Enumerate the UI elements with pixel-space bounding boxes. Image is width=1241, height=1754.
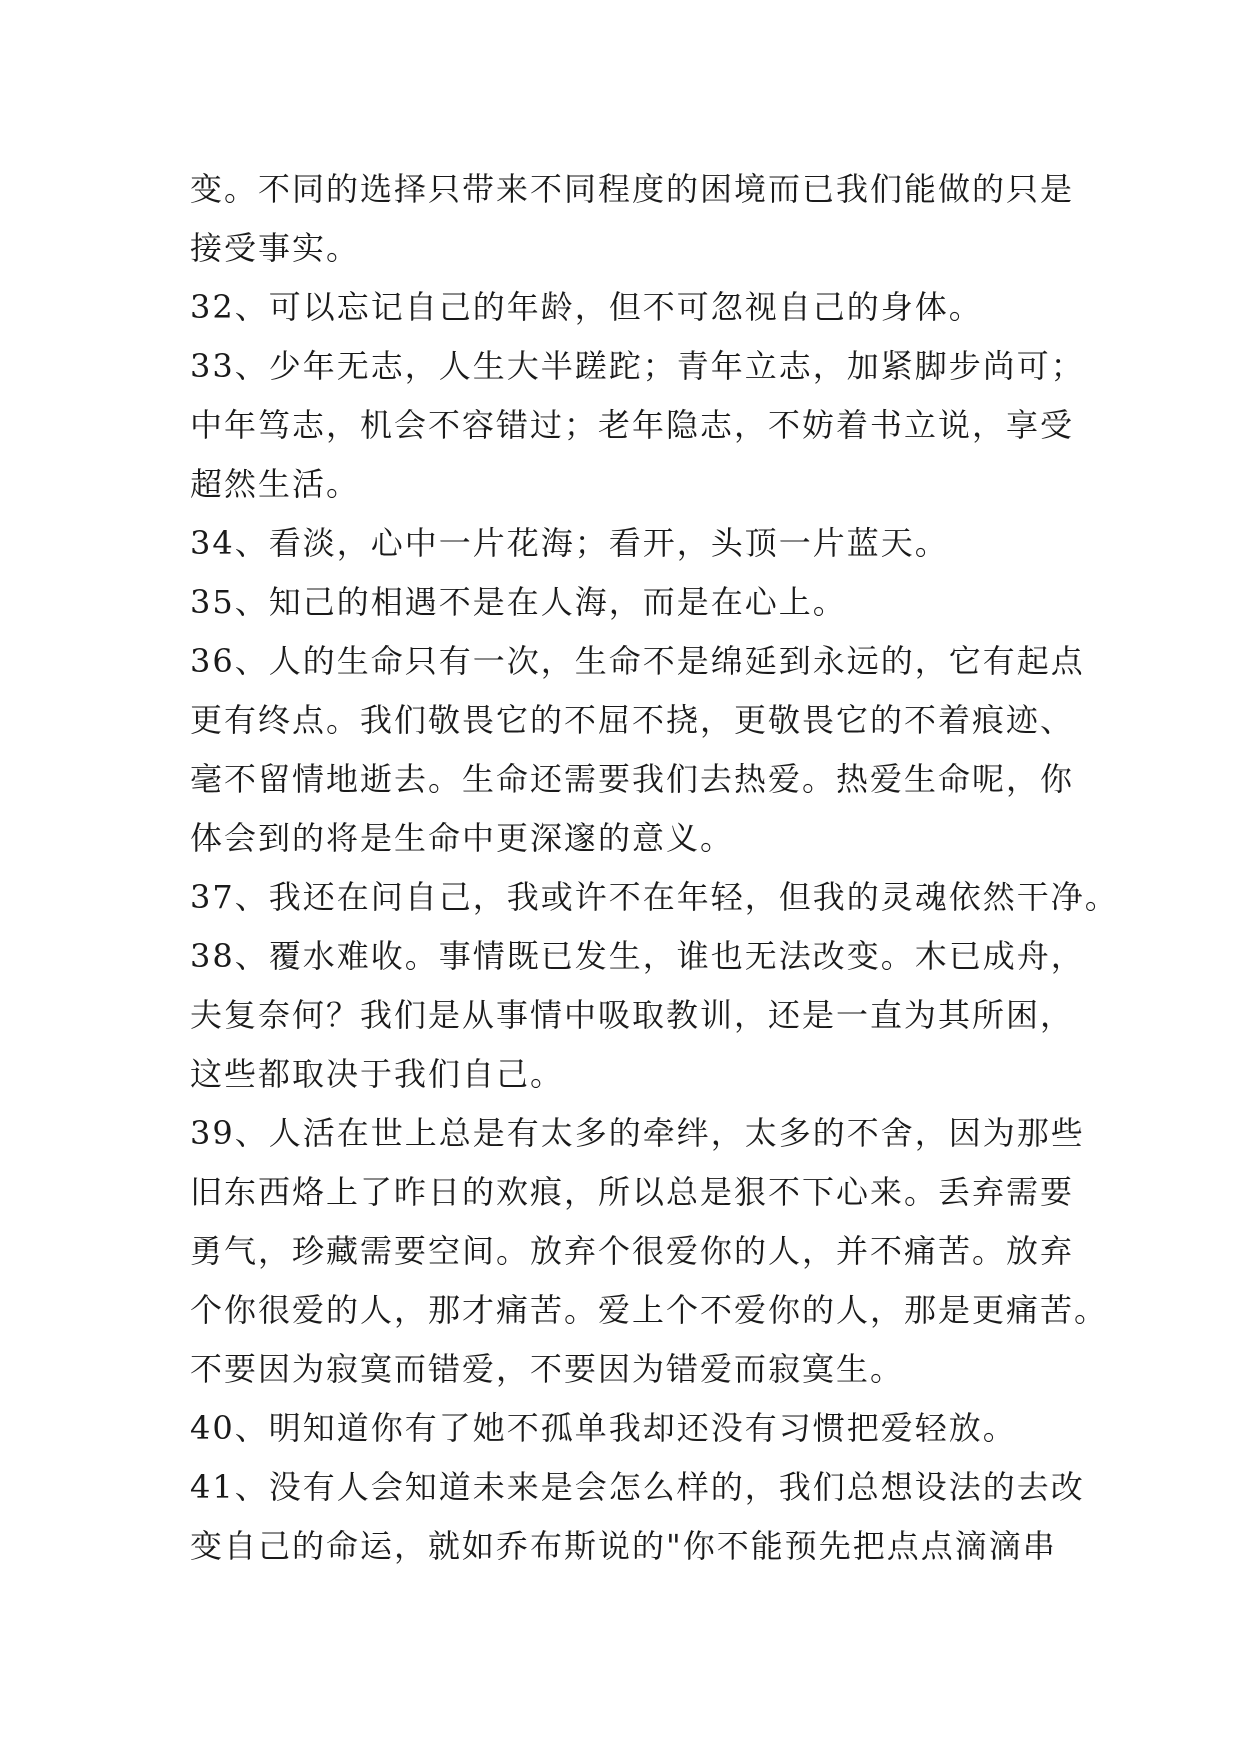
text-line: 33、少年无志，人生大半蹉跎；青年立志，加紧脚步尚可； xyxy=(190,347,1085,385)
text-line: 旧东西烙上了昨日的欢痕，所以总是狠不下心来。丢弃需要 xyxy=(190,1173,1075,1211)
text-line: 34、看淡，心中一片花海；看开，头顶一片蓝天。 xyxy=(190,524,949,562)
text-line: 36、人的生命只有一次，生命不是绵延到永远的，它有起点 xyxy=(190,642,1085,680)
text-line: 35、知己的相遇不是在人海，而是在心上。 xyxy=(190,583,847,621)
text-line: 变。不同的选择只带来不同程度的困境而已我们能做的只是 xyxy=(190,170,1075,208)
text-line: 毫不留情地逝去。生命还需要我们去热爱。热爱生命呢，你 xyxy=(190,760,1075,798)
text-line: 夫复奈何？我们是从事情中吸取教训，还是一直为其所困， xyxy=(190,996,1075,1034)
text-line: 这些都取决于我们自己。 xyxy=(190,1055,565,1093)
text-line: 勇气，珍藏需要空间。放弃个很爱你的人，并不痛苦。放弃 xyxy=(190,1232,1075,1270)
text-line: 超然生活。 xyxy=(190,465,361,503)
text-line: 接受事实。 xyxy=(190,229,361,267)
text-line: 变自己的命运，就如乔布斯说的"你不能预先把点点滴滴串 xyxy=(190,1527,1057,1565)
text-line: 更有终点。我们敬畏它的不屈不挠，更敬畏它的不着痕迹、 xyxy=(190,701,1075,739)
text-line: 39、人活在世上总是有太多的牵绊，太多的不舍，因为那些 xyxy=(190,1114,1085,1152)
text-line: 32、可以忘记自己的年龄，但不可忽视自己的身体。 xyxy=(190,288,983,326)
text-line: 体会到的将是生命中更深邃的意义。 xyxy=(190,819,735,857)
text-line: 37、我还在问自己，我或许不在年轻，但我的灵魂依然干净。 xyxy=(190,878,1119,916)
text-line: 41、没有人会知道未来是会怎么样的，我们总想设法的去改 xyxy=(190,1468,1085,1506)
body-text xyxy=(190,160,1119,1576)
text-line: 38、覆水难收。事情既已发生，谁也无法改变。木已成舟， xyxy=(190,937,1085,975)
text-line: 个你很爱的人，那才痛苦。爱上个不爱你的人，那是更痛苦。 xyxy=(190,1291,1109,1329)
text-line: 不要因为寂寞而错爱，不要因为错爱而寂寞生。 xyxy=(190,1350,905,1388)
text-line: 40、明知道你有了她不孤单我却还没有习惯把爱轻放。 xyxy=(190,1409,1017,1447)
text-line: 中年笃志，机会不容错过；老年隐志，不妨着书立说，享受 xyxy=(190,406,1075,444)
